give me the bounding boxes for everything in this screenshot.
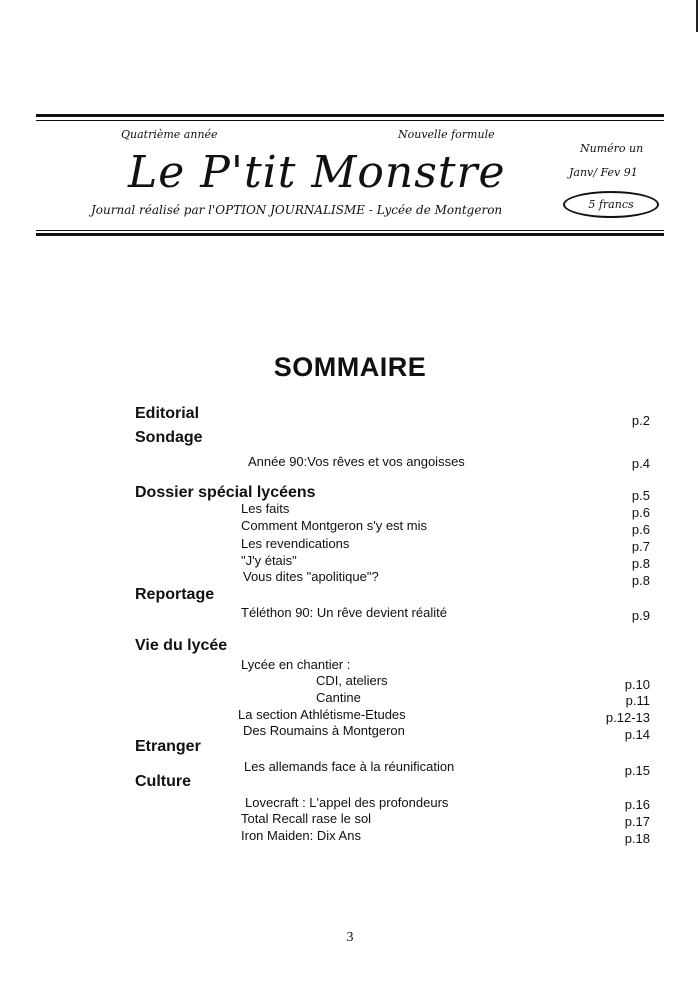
toc-item-page: p.7 (631, 539, 650, 554)
section-dossier-page: p.5 (631, 488, 650, 503)
toc-item-page: p.12-13 (605, 710, 650, 725)
toc-item-page: p.14 (624, 727, 650, 742)
section-sondage: Sondage (135, 429, 203, 446)
masthead-formula: Nouvelle formule (398, 128, 495, 141)
toc-item: Lycée en chantier : (241, 657, 351, 672)
toc-item-page: p.17 (624, 814, 650, 829)
section-culture: Culture (135, 773, 191, 790)
masthead-subtitle: Journal réalisé par l'OPTION JOURNALISME - Lycée de Montgeron (91, 203, 503, 217)
section-vie-du-lycee: Vie du lycée (135, 637, 228, 654)
toc-item: Les faits (241, 501, 290, 516)
issue-number: Numéro un (580, 142, 644, 155)
section-reportage: Reportage (135, 586, 215, 603)
toc-item: Téléthon 90: Un rêve devient réalité (241, 605, 447, 620)
toc-item: Vous dites "apolitique"? (243, 569, 379, 584)
toc-item-page: p.4 (631, 456, 650, 471)
toc-item: Total Recall rase le sol (241, 811, 372, 826)
masthead-title: Le P'tit Monstre (128, 147, 506, 198)
toc-item: "J'y étais" (241, 553, 297, 568)
toc-item-page: p.11 (625, 693, 650, 708)
toc-item: CDI, ateliers (316, 673, 388, 688)
section-editorial-page: p.2 (631, 413, 650, 428)
section-editorial: Editorial (135, 405, 200, 422)
price-label: 5 francs (588, 198, 634, 211)
masthead-bottom-rule-thin (36, 230, 664, 231)
toc-item-page: p.10 (624, 677, 650, 692)
masthead-top-rule-thin (36, 120, 664, 121)
toc-item: Cantine (316, 690, 361, 705)
sommaire-title: SOMMAIRE (273, 352, 427, 382)
masthead-year: Quatrième année (121, 128, 218, 141)
toc-item-page: p.8 (631, 573, 650, 588)
toc-item: Des Roumains à Montgeron (243, 723, 405, 738)
toc-item-page: p.6 (631, 522, 650, 537)
toc-item: Comment Montgeron s'y est mis (241, 518, 427, 533)
section-dossier-special-lyceens: Dossier spécial lycéens (135, 484, 316, 501)
toc-item-page: p.6 (631, 505, 650, 520)
toc-item: Année 90:Vos rêves et vos angoisses (248, 454, 465, 469)
toc-item: La section Athlétisme-Etudes (238, 707, 406, 722)
toc-item-page: p.8 (631, 556, 650, 571)
toc-item-page: p.15 (624, 763, 650, 778)
toc-item: Les revendications (241, 536, 350, 551)
issue-date: Janv/ Fev 91 (569, 166, 638, 179)
price-badge (563, 191, 659, 218)
page-edge-mark (696, 0, 698, 32)
masthead-bottom-rule-thick (36, 233, 664, 236)
masthead-top-rule-thick (36, 114, 664, 117)
toc-item-page: p.9 (631, 608, 650, 623)
toc-item: Les allemands face à la réunification (244, 759, 455, 774)
toc-item: Lovecraft : L'appel des profondeurs (245, 795, 449, 810)
toc-item-page: p.16 (624, 797, 650, 812)
toc-item: Iron Maiden: Dix Ans (241, 828, 361, 843)
page-number: 3 (346, 930, 354, 945)
section-etranger: Etranger (135, 738, 201, 755)
toc-item-page: p.18 (624, 831, 650, 846)
